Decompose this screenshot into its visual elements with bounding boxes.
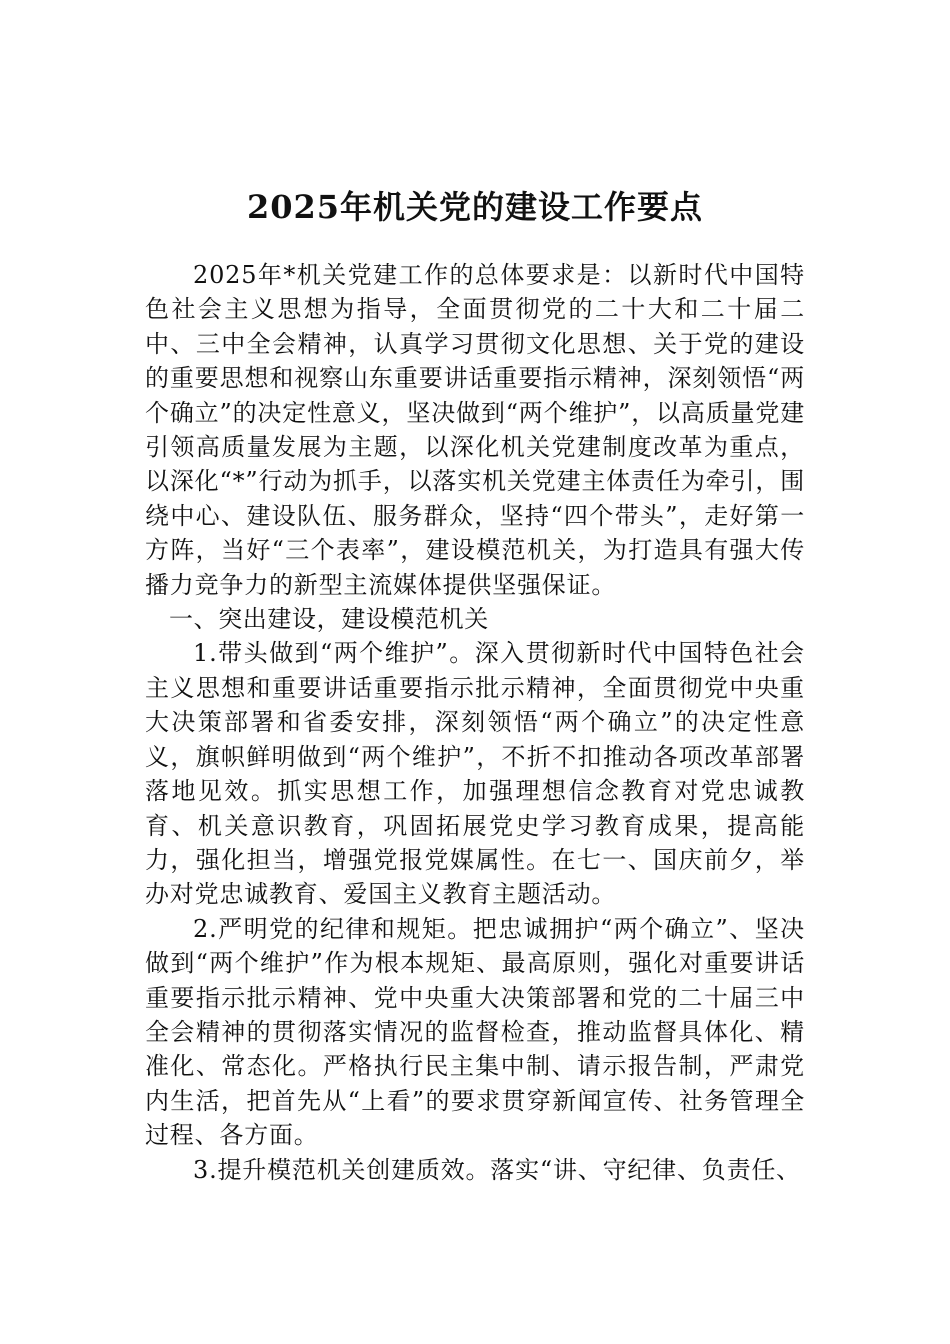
document-title: 2025年机关党的建设工作要点 bbox=[246, 188, 704, 227]
section-heading: 一、突出建设，建设模范机关 bbox=[169, 605, 489, 634]
item-paragraph-2: 2.严明党的纪律和规矩。把忠诚拥护“两个确立”、坚决做到“两个维护”作为根本规矩、最高原则，强化对重要讲话重要指示批示精神、党中央重大决策部署和党的二十届三中全会精神的贯彻落实情况的监督检查，推动监督具体化、精准化、常态化。严格执行民主集中制、请示报告制，严肃党内生活，把首先从“上看”的要求贯穿新闻宣传、社务管理全过程、各方面。 bbox=[145, 914, 805, 1150]
document-body bbox=[145, 258, 805, 1187]
item-paragraph-1: 1.带头做到“两个维护”。深入贯彻新时代中国特色社会主义思想和重要讲话重要指示批示精神，全面贯彻党中央重大决策部署和省委安排，深刻领悟“两个确立”的决定性意义，旗帜鲜明做到“两个维护”，不折不扣推动各项改革部署落地见效。抓实思想工作，加强理想信念教育对党忠诚教育、机关意识教育，巩固拓展党史学习教育成果，提高能力，强化担当，增强党报党媒属性。在七一、国庆前夕，举办对党忠诚教育、爱国主义教育主题活动。 bbox=[145, 639, 805, 909]
item-paragraph-3: 3.提升模范机关创建质效。落实“讲、守纪律、负责任、 bbox=[193, 1155, 801, 1184]
intro-paragraph: 2025年*机关党建工作的总体要求是：以新时代中国特色社会主义思想为指导，全面贯彻党的二十大和二十届二中、三中全会精神，认真学习贯彻文化思想、关于党的建设的重要思想和视察山东重要讲话重要指示精神，深刻领悟“两个确立”的决定性意义，坚决做到“两个维护”，以高质量党建引领高质量发展为主题，以深化机关党建制度改革为重点，以深化“*”行动为抓手，以落实机关党建主体责任为牵引，围绕中心、建设队伍、服务群众，坚持“四个带头”，走好第一方阵，当好“三个表率”，建设模范机关，为打造具有强大传播力竞争力的新型主流媒体提供坚强保证。 bbox=[145, 261, 805, 599]
